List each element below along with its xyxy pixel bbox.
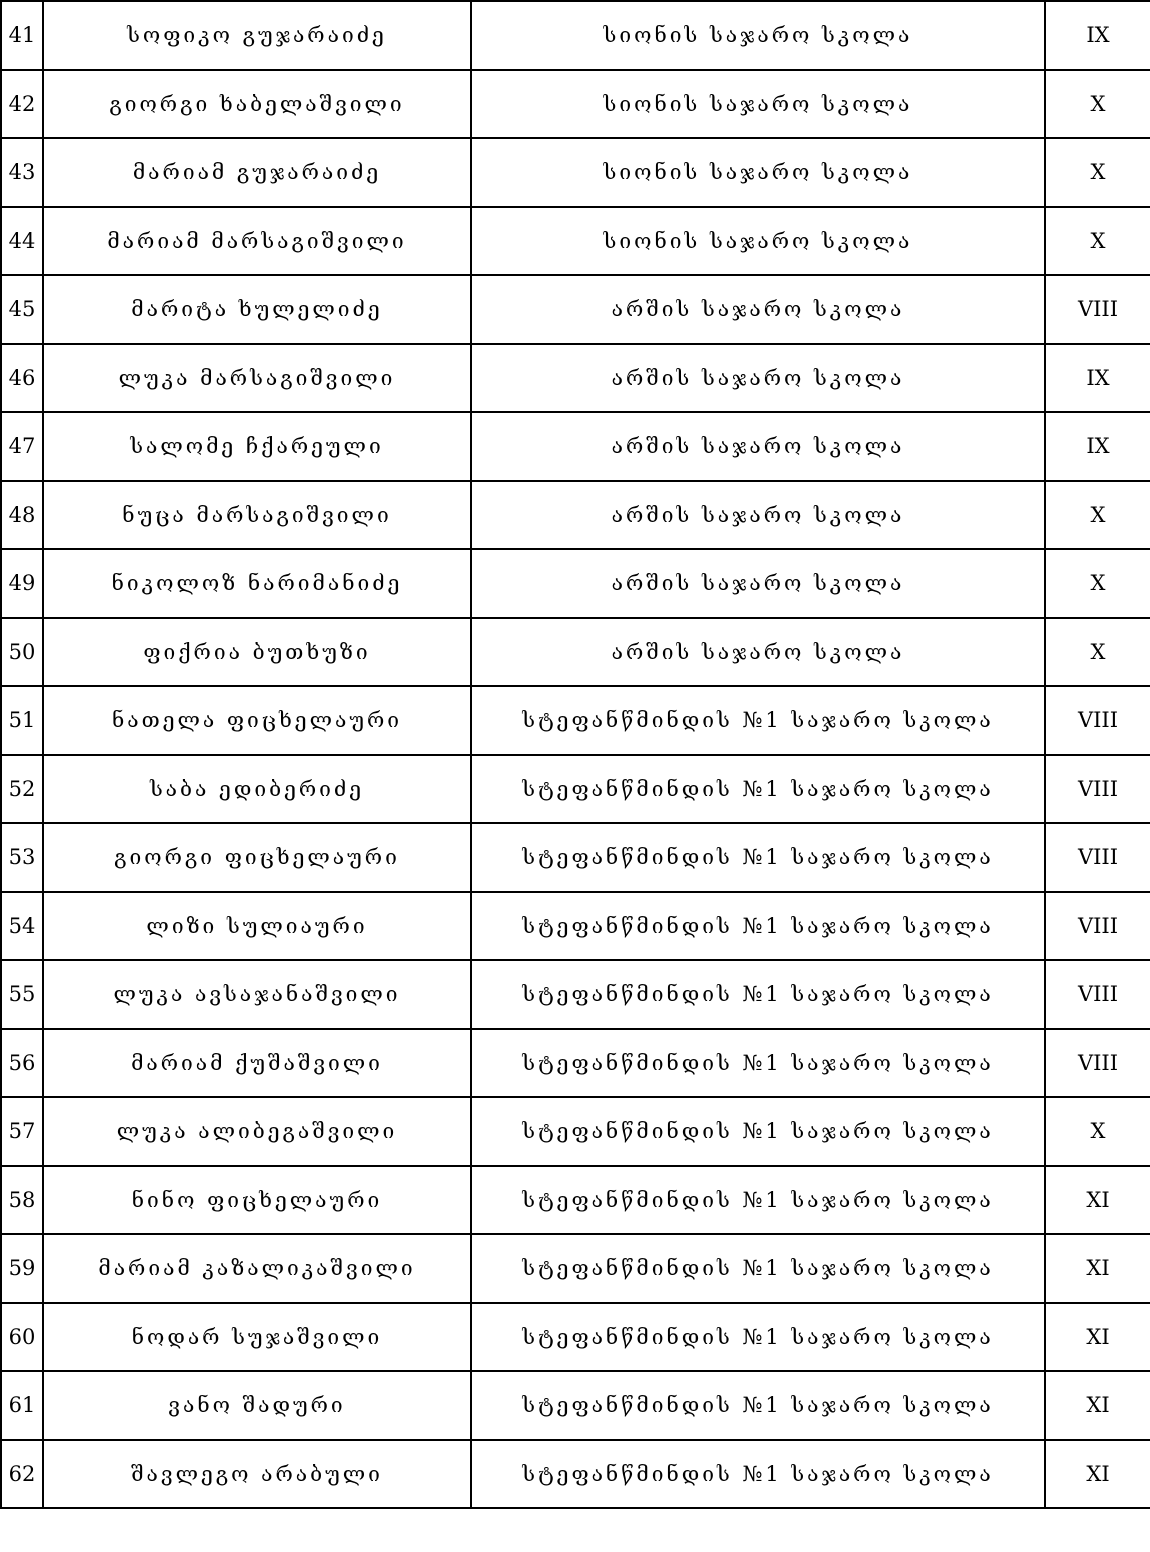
school-name: სტეფანწმინდის №1 საჯარო სკოლა	[471, 1097, 1045, 1166]
school-name: სიონის საჯარო სკოლა	[471, 70, 1045, 139]
grade: X	[1045, 618, 1150, 687]
row-number: 44	[1, 207, 43, 276]
row-number: 46	[1, 344, 43, 413]
table-row	[1, 1166, 1150, 1235]
school-name: არშის საჯარო სკოლა	[471, 618, 1045, 687]
student-name: შავლეგო არაბული	[43, 1440, 471, 1509]
student-name: ფიქრია ბუთხუზი	[43, 618, 471, 687]
table-row	[1, 207, 1150, 276]
grade: VIII	[1045, 960, 1150, 1029]
school-name: სტეფანწმინდის №1 საჯარო სკოლა	[471, 1029, 1045, 1098]
row-number: 55	[1, 960, 43, 1029]
student-name: ლუკა ავსაჯანაშვილი	[43, 960, 471, 1029]
grade: VIII	[1045, 755, 1150, 824]
row-number: 59	[1, 1234, 43, 1303]
school-name: სტეფანწმინდის №1 საჯარო სკოლა	[471, 1166, 1045, 1235]
table-row	[1, 549, 1150, 618]
table-row	[1, 1371, 1150, 1440]
student-name: ლიზი სულიაური	[43, 892, 471, 961]
school-name: სტეფანწმინდის №1 საჯარო სკოლა	[471, 1234, 1045, 1303]
school-name: სიონის საჯარო სკოლა	[471, 1, 1045, 70]
student-name: სოფიკო გუჯარაიძე	[43, 1, 471, 70]
row-number: 52	[1, 755, 43, 824]
grade: XI	[1045, 1371, 1150, 1440]
school-name: სტეფანწმინდის №1 საჯარო სკოლა	[471, 960, 1045, 1029]
table-row	[1, 138, 1150, 207]
table-row	[1, 618, 1150, 687]
table-row	[1, 755, 1150, 824]
table-row	[1, 412, 1150, 481]
row-number: 57	[1, 1097, 43, 1166]
table-row	[1, 344, 1150, 413]
school-name: სტეფანწმინდის №1 საჯარო სკოლა	[471, 1371, 1045, 1440]
row-number: 51	[1, 686, 43, 755]
table-row	[1, 70, 1150, 139]
student-name: მარიამ მარსაგიშვილი	[43, 207, 471, 276]
grade: IX	[1045, 1, 1150, 70]
grade: X	[1045, 207, 1150, 276]
grade: X	[1045, 549, 1150, 618]
table-row	[1, 1234, 1150, 1303]
student-name: ნუცა მარსაგიშვილი	[43, 481, 471, 550]
school-name: სიონის საჯარო სკოლა	[471, 207, 1045, 276]
student-name: გიორგი ხაბელაშვილი	[43, 70, 471, 139]
student-name: ვანო შადური	[43, 1371, 471, 1440]
school-name: სტეფანწმინდის №1 საჯარო სკოლა	[471, 1440, 1045, 1509]
grade: VIII	[1045, 1029, 1150, 1098]
student-name: სალომე ჩქარეული	[43, 412, 471, 481]
student-name: მარიტა ხულელიძე	[43, 275, 471, 344]
grade: XI	[1045, 1166, 1150, 1235]
grade: X	[1045, 481, 1150, 550]
student-name: ნოდარ სუჯაშვილი	[43, 1303, 471, 1372]
row-number: 60	[1, 1303, 43, 1372]
school-name: სტეფანწმინდის №1 საჯარო სკოლა	[471, 755, 1045, 824]
student-name: ნათელა ფიცხელაური	[43, 686, 471, 755]
table-row	[1, 1, 1150, 70]
table-row	[1, 686, 1150, 755]
grade: X	[1045, 70, 1150, 139]
row-number: 41	[1, 1, 43, 70]
table-row	[1, 1440, 1150, 1509]
school-name: არშის საჯარო სკოლა	[471, 344, 1045, 413]
student-name: გიორგი ფიცხელაური	[43, 823, 471, 892]
grade: X	[1045, 1097, 1150, 1166]
school-name: სტეფანწმინდის №1 საჯარო სკოლა	[471, 1303, 1045, 1372]
table-row	[1, 1097, 1150, 1166]
participants-table-body	[1, 1, 1150, 1508]
row-number: 61	[1, 1371, 43, 1440]
table-row	[1, 892, 1150, 961]
table-row	[1, 1029, 1150, 1098]
student-name: ლუკა ალიბეგაშვილი	[43, 1097, 471, 1166]
row-number: 56	[1, 1029, 43, 1098]
grade: IX	[1045, 344, 1150, 413]
row-number: 54	[1, 892, 43, 961]
school-name: არშის საჯარო სკოლა	[471, 275, 1045, 344]
grade: IX	[1045, 412, 1150, 481]
row-number: 58	[1, 1166, 43, 1235]
row-number: 50	[1, 618, 43, 687]
grade: XI	[1045, 1234, 1150, 1303]
table-row	[1, 960, 1150, 1029]
school-name: არშის საჯარო სკოლა	[471, 549, 1045, 618]
grade: X	[1045, 138, 1150, 207]
school-name: სტეფანწმინდის №1 საჯარო სკოლა	[471, 892, 1045, 961]
student-name: მარიამ ქუშაშვილი	[43, 1029, 471, 1098]
student-name: მარიამ კაზალიკაშვილი	[43, 1234, 471, 1303]
row-number: 42	[1, 70, 43, 139]
table-row	[1, 481, 1150, 550]
table-row	[1, 823, 1150, 892]
row-number: 45	[1, 275, 43, 344]
school-name: არშის საჯარო სკოლა	[471, 481, 1045, 550]
school-name: არშის საჯარო სკოლა	[471, 412, 1045, 481]
grade: XI	[1045, 1440, 1150, 1509]
row-number: 49	[1, 549, 43, 618]
row-number: 43	[1, 138, 43, 207]
row-number: 47	[1, 412, 43, 481]
student-name: საბა ედიბერიძე	[43, 755, 471, 824]
student-name: ნიკოლოზ ნარიმანიძე	[43, 549, 471, 618]
student-name: ლუკა მარსაგიშვილი	[43, 344, 471, 413]
grade: XI	[1045, 1303, 1150, 1372]
school-name: სტეფანწმინდის №1 საჯარო სკოლა	[471, 686, 1045, 755]
grade: VIII	[1045, 892, 1150, 961]
school-name: სიონის საჯარო სკოლა	[471, 138, 1045, 207]
row-number: 62	[1, 1440, 43, 1509]
school-name: სტეფანწმინდის №1 საჯარო სკოლა	[471, 823, 1045, 892]
row-number: 48	[1, 481, 43, 550]
student-name: მარიამ გუჯარაიძე	[43, 138, 471, 207]
student-name: ნინო ფიცხელაური	[43, 1166, 471, 1235]
grade: VIII	[1045, 275, 1150, 344]
table-row	[1, 275, 1150, 344]
row-number: 53	[1, 823, 43, 892]
grade: VIII	[1045, 686, 1150, 755]
table-row	[1, 1303, 1150, 1372]
grade: VIII	[1045, 823, 1150, 892]
